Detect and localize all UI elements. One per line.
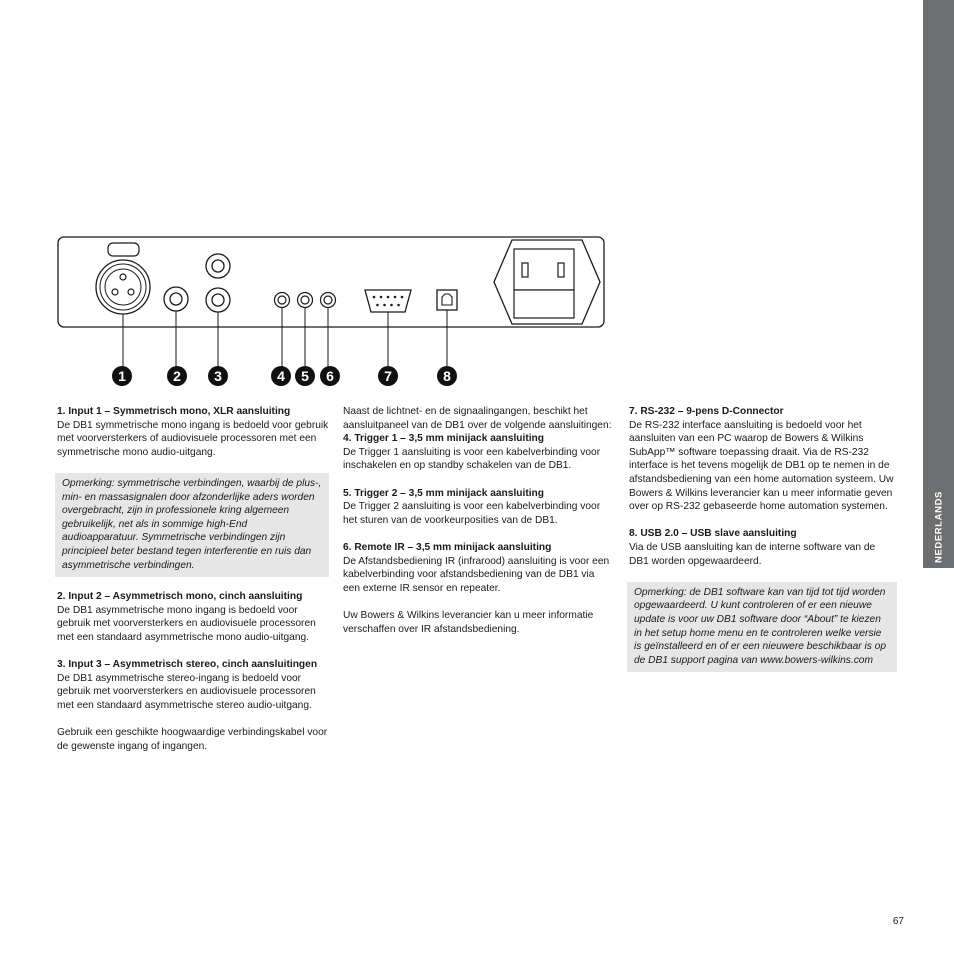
text-column-3: [629, 405, 897, 685]
callout-badge-4: [271, 366, 291, 386]
section-body-input-3: De DB1 asymmetrische stereo-ingang is bedoeld voor gebruik met voorversterkers en audiovisuele processoren met een standaard asymmetrische stereo audio-uitgang.: [57, 672, 316, 711]
mains-inlet: [494, 240, 600, 324]
section-title-trigger-2: 5. Trigger 2 – 3,5 mm minijack aansluiting: [343, 487, 544, 499]
language-tab-label: NEDERLANDS: [933, 491, 944, 563]
callout-badge-3: [208, 366, 228, 386]
rca-mono-connector: [164, 287, 188, 311]
section-remote-ir: [343, 541, 613, 595]
section-rs232: [629, 405, 897, 514]
callout-number-1: 1: [118, 368, 126, 384]
section-usb: [629, 527, 897, 568]
section-trigger-1: [343, 432, 613, 473]
callout-number-5: 5: [301, 368, 309, 384]
rs232-connector: [365, 290, 411, 312]
ir-dealer-text: Uw Bowers & Wilkins leverancier kan u meer informatie verschaffen over IR afstandsbediening.: [343, 609, 594, 635]
section-body-remote-ir: De Afstandsbediening IR (infrarood) aansluiting is voor een kabelverbinding voor afstandsbediening van de DB1 via een externe IR sensor en repeater.: [343, 555, 610, 594]
note-software-update: Opmerking: de DB1 software kan van tijd tot tijd worden opgewaardeerd. U kunt controleren of er een nieuwe update is voor uw DB1 software door “About” te kiezen in het setup home menu en te controleren welke versie is geïnstalleerd en of er een nieuwere beschikbaar is op de DB1 support pagina van www.bowers-wilkins.com: [627, 582, 897, 673]
cable-advice-text: Gebruik een geschikte hoogwaardige verbindingskabel voor de gewenste ingang of ingangen.: [57, 727, 328, 752]
intro-text: Naast de lichtnet- en de signaalingangen, beschikt het aansluitpaneel van de DB1 over de volgende aansluitingen:: [343, 406, 612, 431]
section-input-2: [57, 590, 329, 644]
section-trigger-2: [343, 487, 613, 528]
connection-panel-diagram: [0, 0, 954, 400]
callout-badges: [112, 366, 457, 386]
callout-number-7: 7: [384, 368, 392, 384]
section-body-trigger-2: De Trigger 2 aansluiting is voor een kabelverbinding voor het sturen van de voorkeurposities van de DB1.: [343, 501, 601, 526]
callout-number-8: 8: [443, 368, 451, 384]
section-body-input-2: De DB1 asymmetrische mono ingang is bedoeld voor gebruik met voorversterkers en audiovisuele processoren met een standaard asymmetrische mono audio-uitgang.: [57, 604, 316, 643]
section-body-trigger-1: De Trigger 1 aansluiting is voor een kabelverbinding voor inschakelen en op standby schakelen van de DB1.: [343, 446, 601, 472]
section-title-remote-ir: 6. Remote IR – 3,5 mm minijack aansluiting: [343, 541, 552, 553]
usb-connector: [437, 290, 457, 310]
callout-badge-7: [378, 366, 398, 386]
page-number: 67: [892, 916, 904, 927]
callout-badge-1: [112, 366, 132, 386]
text-column-1: [57, 405, 329, 753]
section-title-rs232: 7. RS-232 – 9-pens D-Connector: [629, 406, 784, 417]
callout-badge-6: [320, 366, 340, 386]
section-body-rs232: De RS-232 interface aansluiting is bedoeld voor het aansluiten van een PC waarop de Bowers & Wilkins SubApp™ software toepassing draait. Via de RS-232 interface is het tevens mogelijk de DB1 op te nemen in de afstandsbediening van een home automation systeem. Uw Bowers & Wilkins leverancier kan u meer informatie geven over op RS-232 gebaseerde home automation systemen.: [629, 419, 894, 513]
section-title-input-1: 1. Input 1 – Symmetrisch mono, XLR aansluiting: [57, 406, 291, 417]
section-title-usb: 8. USB 2.0 – USB slave aansluiting: [629, 528, 797, 540]
callout-number-4: 4: [277, 368, 285, 384]
callout-badge-2: [167, 366, 187, 386]
section-body-usb: Via de USB aansluiting kan de interne software van de DB1 worden opgewaardeerd.: [629, 541, 876, 567]
section-title-input-2: 2. Input 2 – Asymmetrisch mono, cinch aansluiting: [57, 591, 303, 603]
text-column-2: [343, 405, 613, 636]
callout-number-6: 6: [326, 368, 334, 384]
section-input-1: [57, 405, 329, 459]
callout-badge-8: [437, 366, 457, 386]
callout-number-3: 3: [214, 368, 222, 384]
section-title-input-3: 3. Input 3 – Asymmetrisch stereo, cinch aansluitingen: [57, 659, 318, 671]
note-balanced-connections: Opmerking: symmetrische verbindingen, waarbij de plus-, min- en massasignalen door afzonderlijke aders worden overgebracht, zijn in professionele kring algemeen gebruikelijk, net als in sommige high-End audioapparatuur. Symmetrische verbindingen zijn principieel beter bestand tegen interferentie en ruis dan asymmetrische verbindingen.: [55, 473, 329, 577]
section-body-input-1: De DB1 symmetrische mono ingang is bedoeld voor gebruik met voorversterkers of audiovisuele processoren met een symmetrische mono audio-uitgang.: [57, 419, 329, 458]
section-title-trigger-1: 4. Trigger 1 – 3,5 mm minijack aansluiting: [343, 433, 544, 445]
minijack-connectors: [275, 293, 336, 308]
callout-number-2: 2: [173, 368, 181, 384]
section-input-3: [57, 658, 329, 712]
callout-badge-5: [295, 366, 315, 386]
